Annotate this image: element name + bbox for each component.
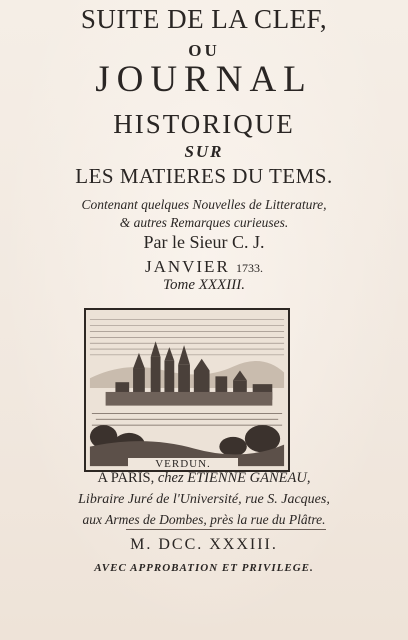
divider-rule bbox=[126, 529, 326, 530]
subtitle-line-1: Contenant quelques Nouvelles de Litterature, bbox=[81, 197, 327, 212]
vignette-caption: VERDUN. bbox=[128, 458, 238, 470]
issue-date bbox=[0, 257, 408, 277]
tome-number: Tome XXXIII. bbox=[163, 277, 245, 293]
city-view-illustration bbox=[86, 310, 288, 470]
verdun-engraving bbox=[84, 308, 290, 472]
imprint-place: A PARIS, bbox=[97, 470, 155, 486]
heading-journal: JOURNAL bbox=[95, 59, 313, 100]
heading-historique: HISTORIQUE bbox=[113, 109, 295, 139]
heading-matieres: LES MATIERES DU TEMS. bbox=[75, 164, 333, 188]
imprint-publisher: chez ETIENNE GANEAU, bbox=[154, 470, 311, 486]
heading-sur: SUR bbox=[184, 142, 224, 161]
privilege-notice: AVEC APPROBATION ET PRIVILEGE. bbox=[94, 562, 314, 574]
issue-year: 1733. bbox=[236, 261, 264, 275]
heading-ou: OU bbox=[188, 41, 220, 60]
heading-suite: SUITE DE LA CLEF, bbox=[80, 4, 328, 34]
imprint-line-2: Libraire Juré de l'Université, rue S. Jacques, bbox=[78, 492, 330, 507]
imprint-line-1 bbox=[0, 470, 408, 487]
author-line: Par le Sieur C. J. bbox=[143, 232, 265, 252]
publication-year: M. DCC. XXXIII. bbox=[130, 536, 278, 553]
issue-month: JANVIER bbox=[144, 257, 230, 276]
subtitle-line-2: & autres Remarques curieuses. bbox=[119, 215, 289, 230]
imprint-line-3: aux Armes de Dombes, près la rue du Plâtre. bbox=[82, 512, 326, 527]
